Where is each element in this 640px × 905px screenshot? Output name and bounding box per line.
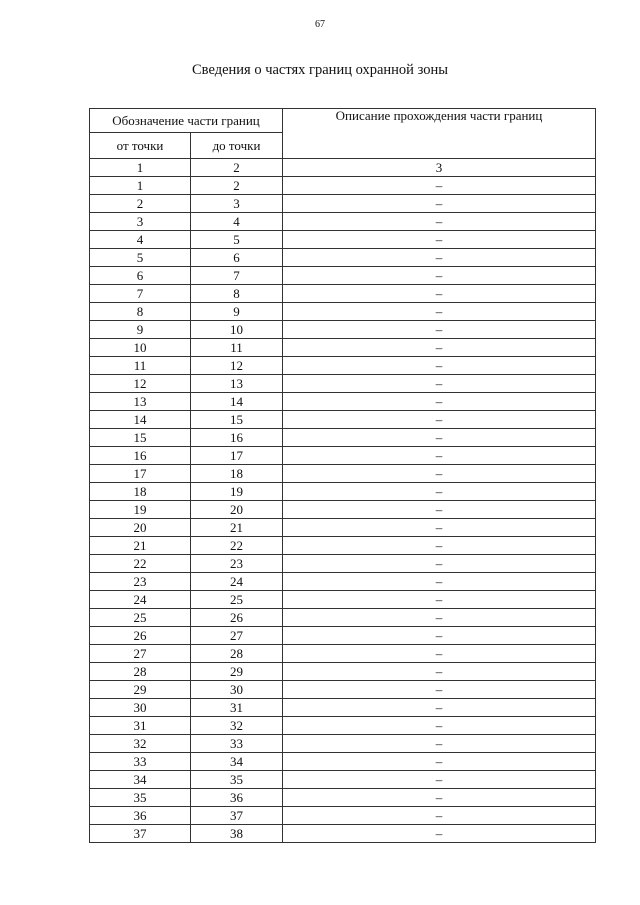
table-row bbox=[90, 177, 596, 195]
cell-from-point: 21 bbox=[90, 537, 191, 555]
cell-from-point: 12 bbox=[90, 375, 191, 393]
table-row bbox=[90, 393, 596, 411]
table-row bbox=[90, 627, 596, 645]
cell-description: – bbox=[283, 717, 596, 735]
cell-description: – bbox=[283, 609, 596, 627]
cell-to-point: 33 bbox=[191, 735, 283, 753]
cell-description: – bbox=[283, 267, 596, 285]
cell-description: – bbox=[283, 591, 596, 609]
cell-to-point: 21 bbox=[191, 519, 283, 537]
cell-to-point: 30 bbox=[191, 681, 283, 699]
cell-description: – bbox=[283, 303, 596, 321]
cell-to-point: 4 bbox=[191, 213, 283, 231]
cell-to-point: 20 bbox=[191, 501, 283, 519]
cell-to-point: 34 bbox=[191, 753, 283, 771]
cell-description: – bbox=[283, 393, 596, 411]
table-row bbox=[90, 807, 596, 825]
cell-description: – bbox=[283, 825, 596, 843]
cell-from-point: 1 bbox=[90, 177, 191, 195]
cell-from-point: 11 bbox=[90, 357, 191, 375]
table-row bbox=[90, 447, 596, 465]
cell-to-point: 5 bbox=[191, 231, 283, 249]
cell-description: – bbox=[283, 177, 596, 195]
cell-from-point: 5 bbox=[90, 249, 191, 267]
table-row bbox=[90, 321, 596, 339]
table-row bbox=[90, 735, 596, 753]
cell-description: – bbox=[283, 249, 596, 267]
cell-from-point: 28 bbox=[90, 663, 191, 681]
cell-to-point: 16 bbox=[191, 429, 283, 447]
table-row bbox=[90, 249, 596, 267]
cell-to-point: 8 bbox=[191, 285, 283, 303]
cell-to-point: 38 bbox=[191, 825, 283, 843]
cell-to-point: 22 bbox=[191, 537, 283, 555]
column-number-from: 1 bbox=[90, 159, 191, 177]
cell-to-point: 13 bbox=[191, 375, 283, 393]
cell-from-point: 3 bbox=[90, 213, 191, 231]
header-boundary-description: Описание прохождения части границ bbox=[283, 109, 596, 159]
cell-from-point: 8 bbox=[90, 303, 191, 321]
header-from-point: от точки bbox=[90, 133, 191, 159]
cell-from-point: 29 bbox=[90, 681, 191, 699]
cell-from-point: 9 bbox=[90, 321, 191, 339]
cell-from-point: 10 bbox=[90, 339, 191, 357]
cell-from-point: 17 bbox=[90, 465, 191, 483]
cell-description: – bbox=[283, 573, 596, 591]
table-row bbox=[90, 681, 596, 699]
cell-from-point: 22 bbox=[90, 555, 191, 573]
cell-description: – bbox=[283, 195, 596, 213]
cell-from-point: 23 bbox=[90, 573, 191, 591]
table-row bbox=[90, 663, 596, 681]
cell-from-point: 18 bbox=[90, 483, 191, 501]
cell-from-point: 20 bbox=[90, 519, 191, 537]
cell-description: – bbox=[283, 357, 596, 375]
cell-to-point: 37 bbox=[191, 807, 283, 825]
cell-description: – bbox=[283, 285, 596, 303]
table-row bbox=[90, 429, 596, 447]
cell-from-point: 27 bbox=[90, 645, 191, 663]
column-number-to: 2 bbox=[191, 159, 283, 177]
cell-from-point: 2 bbox=[90, 195, 191, 213]
cell-description: – bbox=[283, 789, 596, 807]
table-row bbox=[90, 789, 596, 807]
table-row bbox=[90, 699, 596, 717]
cell-to-point: 36 bbox=[191, 789, 283, 807]
cell-to-point: 23 bbox=[191, 555, 283, 573]
column-number-description: 3 bbox=[283, 159, 596, 177]
cell-to-point: 19 bbox=[191, 483, 283, 501]
cell-from-point: 36 bbox=[90, 807, 191, 825]
table-row bbox=[90, 609, 596, 627]
cell-description: – bbox=[283, 375, 596, 393]
cell-description: – bbox=[283, 537, 596, 555]
cell-from-point: 25 bbox=[90, 609, 191, 627]
table-row bbox=[90, 645, 596, 663]
cell-to-point: 32 bbox=[191, 717, 283, 735]
table-row bbox=[90, 465, 596, 483]
cell-from-point: 31 bbox=[90, 717, 191, 735]
cell-from-point: 32 bbox=[90, 735, 191, 753]
cell-description: – bbox=[283, 321, 596, 339]
cell-description: – bbox=[283, 231, 596, 249]
table-row bbox=[90, 537, 596, 555]
cell-description: – bbox=[283, 447, 596, 465]
cell-description: – bbox=[283, 663, 596, 681]
header-boundary-designation: Обозначение части границ bbox=[90, 109, 283, 133]
cell-to-point: 2 bbox=[191, 177, 283, 195]
table-row bbox=[90, 501, 596, 519]
cell-from-point: 7 bbox=[90, 285, 191, 303]
cell-from-point: 15 bbox=[90, 429, 191, 447]
cell-description: – bbox=[283, 519, 596, 537]
table-row bbox=[90, 357, 596, 375]
table-body bbox=[90, 159, 596, 843]
cell-description: – bbox=[283, 483, 596, 501]
cell-to-point: 18 bbox=[191, 465, 283, 483]
table-row bbox=[90, 717, 596, 735]
cell-to-point: 28 bbox=[191, 645, 283, 663]
cell-to-point: 9 bbox=[191, 303, 283, 321]
cell-to-point: 11 bbox=[191, 339, 283, 357]
cell-to-point: 17 bbox=[191, 447, 283, 465]
cell-to-point: 6 bbox=[191, 249, 283, 267]
cell-to-point: 14 bbox=[191, 393, 283, 411]
cell-from-point: 26 bbox=[90, 627, 191, 645]
cell-description: – bbox=[283, 213, 596, 231]
cell-description: – bbox=[283, 771, 596, 789]
cell-to-point: 25 bbox=[191, 591, 283, 609]
cell-to-point: 12 bbox=[191, 357, 283, 375]
cell-to-point: 35 bbox=[191, 771, 283, 789]
cell-to-point: 24 bbox=[191, 573, 283, 591]
table-row bbox=[90, 195, 596, 213]
cell-to-point: 3 bbox=[191, 195, 283, 213]
cell-to-point: 31 bbox=[191, 699, 283, 717]
page-number: 67 bbox=[315, 19, 325, 30]
table-row bbox=[90, 483, 596, 501]
table-row bbox=[90, 285, 596, 303]
table-row bbox=[90, 231, 596, 249]
column-number-row bbox=[90, 159, 596, 177]
table-row bbox=[90, 375, 596, 393]
table-row bbox=[90, 825, 596, 843]
cell-to-point: 27 bbox=[191, 627, 283, 645]
cell-description: – bbox=[283, 807, 596, 825]
cell-to-point: 26 bbox=[191, 609, 283, 627]
cell-description: – bbox=[283, 429, 596, 447]
cell-from-point: 33 bbox=[90, 753, 191, 771]
table-row bbox=[90, 753, 596, 771]
table-row bbox=[90, 267, 596, 285]
cell-description: – bbox=[283, 555, 596, 573]
cell-from-point: 13 bbox=[90, 393, 191, 411]
cell-from-point: 4 bbox=[90, 231, 191, 249]
cell-description: – bbox=[283, 699, 596, 717]
cell-from-point: 19 bbox=[90, 501, 191, 519]
cell-description: – bbox=[283, 339, 596, 357]
cell-from-point: 37 bbox=[90, 825, 191, 843]
cell-from-point: 30 bbox=[90, 699, 191, 717]
cell-from-point: 34 bbox=[90, 771, 191, 789]
cell-description: – bbox=[283, 735, 596, 753]
cell-from-point: 16 bbox=[90, 447, 191, 465]
cell-description: – bbox=[283, 465, 596, 483]
cell-to-point: 7 bbox=[191, 267, 283, 285]
cell-to-point: 29 bbox=[191, 663, 283, 681]
cell-from-point: 35 bbox=[90, 789, 191, 807]
header-to-point: до точки bbox=[191, 133, 283, 159]
cell-from-point: 14 bbox=[90, 411, 191, 429]
table-row bbox=[90, 303, 596, 321]
cell-description: – bbox=[283, 753, 596, 771]
cell-to-point: 15 bbox=[191, 411, 283, 429]
cell-description: – bbox=[283, 501, 596, 519]
table-row bbox=[90, 411, 596, 429]
table-row bbox=[90, 771, 596, 789]
cell-description: – bbox=[283, 681, 596, 699]
table-row bbox=[90, 339, 596, 357]
table-row bbox=[90, 555, 596, 573]
cell-from-point: 24 bbox=[90, 591, 191, 609]
document-title: Сведения о частях границ охранной зоны bbox=[192, 62, 448, 78]
cell-to-point: 10 bbox=[191, 321, 283, 339]
table-row bbox=[90, 591, 596, 609]
cell-from-point: 6 bbox=[90, 267, 191, 285]
cell-description: – bbox=[283, 627, 596, 645]
table-row bbox=[90, 213, 596, 231]
table-row bbox=[90, 573, 596, 591]
boundary-parts-table bbox=[89, 108, 596, 843]
table-row bbox=[90, 519, 596, 537]
cell-description: – bbox=[283, 411, 596, 429]
cell-description: – bbox=[283, 645, 596, 663]
